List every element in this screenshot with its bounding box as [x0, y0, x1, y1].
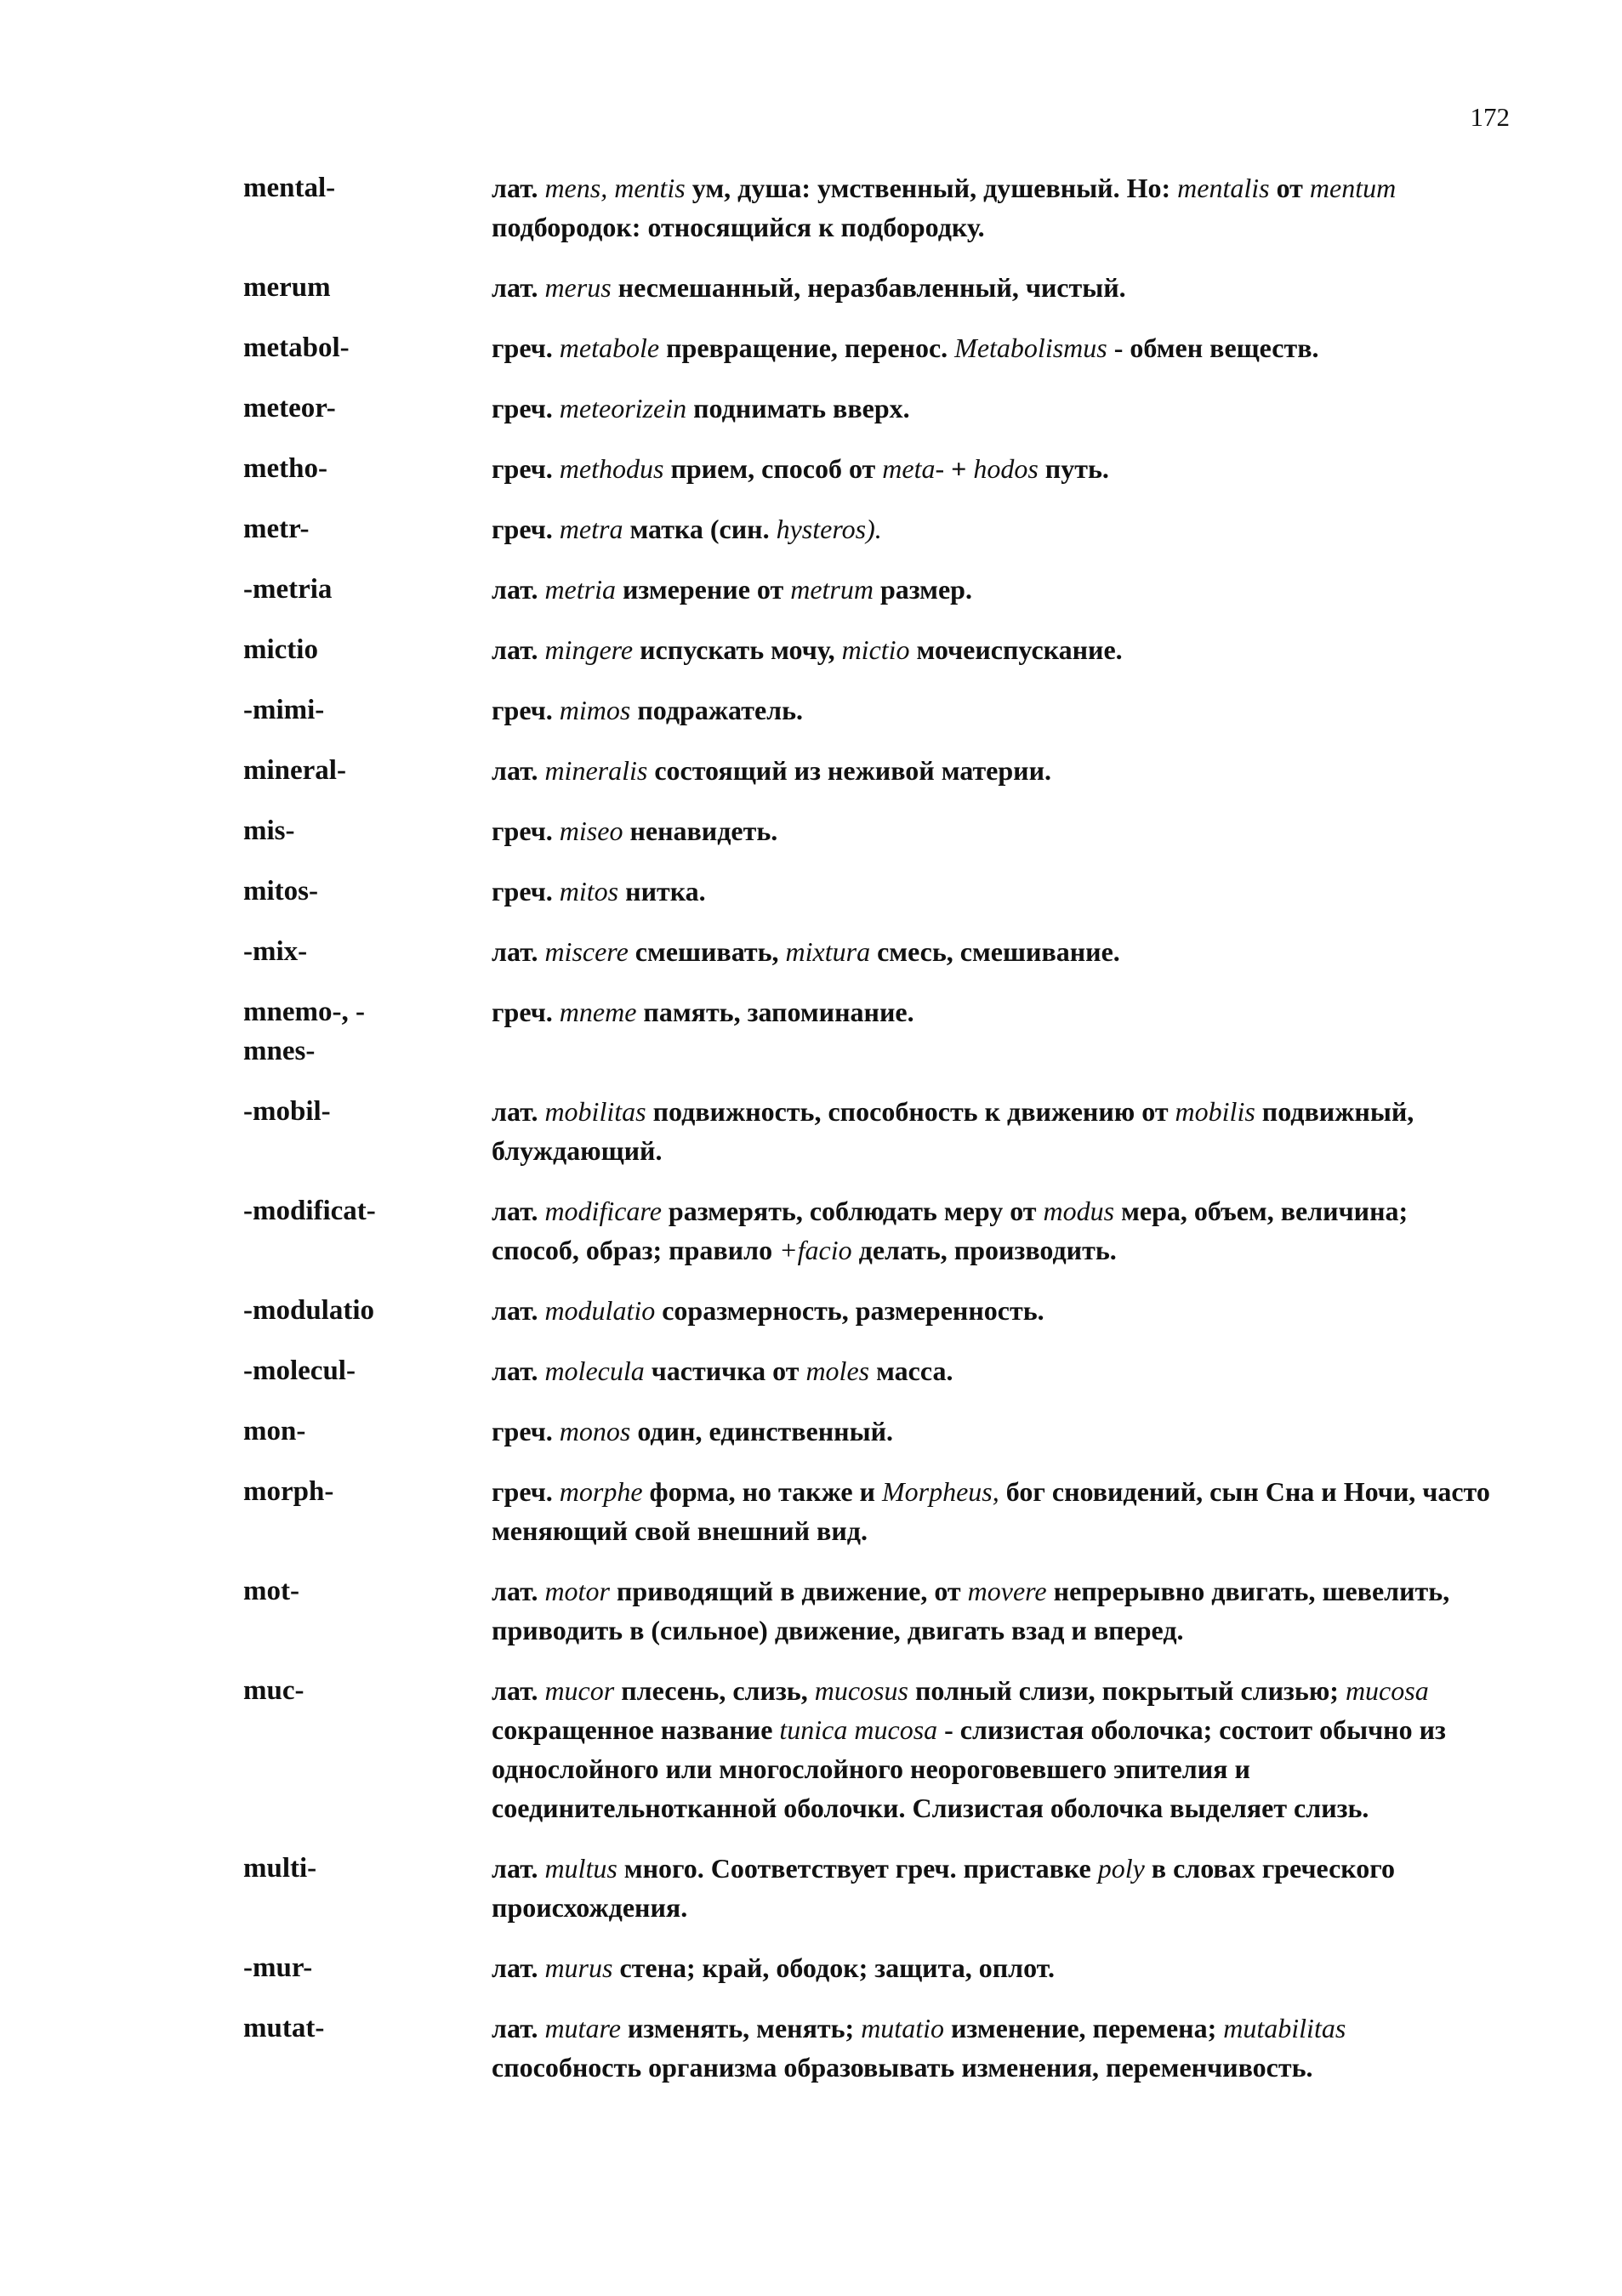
entry-term-line: mutat-	[243, 2013, 325, 2043]
definition-etymon: +facio	[779, 1235, 852, 1265]
entry-definition	[492, 1472, 1494, 1550]
definition-text: подвижность, способность к движению от	[646, 1096, 1175, 1127]
dictionary-entry	[243, 811, 1494, 850]
definition-etymon: hysteros).	[776, 514, 882, 544]
definition-text: прием, способ от	[663, 453, 883, 484]
definition-etymon: mentum	[1309, 173, 1397, 203]
definition-etymon: metrum	[790, 574, 874, 605]
entry-term-line: mot-	[243, 1576, 299, 1606]
entry-term-line: mitos-	[243, 876, 318, 906]
entry-definition	[492, 168, 1494, 247]
definition-etymon: mucor	[544, 1675, 615, 1706]
definition-etymon: mitos	[559, 876, 619, 906]
entry-definition	[492, 872, 1494, 911]
entry-term	[243, 1571, 492, 1611]
definition-etymon: merus	[544, 272, 612, 303]
dictionary-entry	[243, 932, 1494, 971]
dictionary-entry	[243, 268, 1494, 307]
definition-text: смесь, смешивание.	[870, 936, 1120, 967]
definition-text: лат.	[492, 1096, 545, 1127]
entry-term	[243, 168, 492, 207]
definition-text: лат.	[492, 272, 545, 303]
dictionary-entry	[243, 1948, 1494, 1987]
definition-text: сокращенное название	[492, 1714, 780, 1745]
definition-text: лат.	[492, 173, 545, 203]
entry-term	[243, 932, 492, 971]
definition-text: путь.	[1038, 453, 1109, 484]
definition-etymon: tunica mucosa	[779, 1714, 938, 1745]
definition-etymon: metria	[544, 574, 616, 605]
definition-text: бог сновидений, сын Сна и Ночи, часто меняющий свой внешний вид.	[492, 1476, 1490, 1546]
entry-term	[243, 1671, 492, 1710]
definition-text: лат.	[492, 574, 545, 605]
entry-definition	[492, 691, 1494, 730]
definition-text: лат.	[492, 1853, 545, 1884]
entry-term-line: multi-	[243, 1853, 317, 1884]
definition-text: - обмен веществ.	[1107, 332, 1319, 363]
definition-text: греч.	[492, 393, 560, 423]
entry-definition	[492, 811, 1494, 850]
dictionary-entry	[243, 1351, 1494, 1390]
entry-term	[243, 449, 492, 488]
definition-text: от	[1269, 173, 1310, 203]
definition-text: стена; край, ободок; защита, оплот.	[612, 1952, 1055, 1983]
definition-text: изменение, перемена;	[943, 2013, 1224, 2043]
dictionary-entry	[243, 1191, 1494, 1270]
dictionary-entry	[243, 168, 1494, 247]
definition-text: мочеиспускание.	[909, 634, 1123, 665]
definition-text: один, единственный.	[630, 1416, 894, 1446]
definition-text: лат.	[492, 634, 545, 665]
definition-etymon: motor	[544, 1576, 610, 1606]
definition-text: греч.	[492, 997, 560, 1027]
entry-term-line: merum	[243, 272, 331, 303]
definition-text: размерять, соблюдать меру от	[661, 1196, 1044, 1226]
entry-term-line: -mix-	[243, 936, 308, 967]
entry-term	[243, 1849, 492, 1888]
definition-text: лат.	[492, 755, 545, 786]
dictionary-entry	[243, 1671, 1494, 1827]
entry-term	[243, 1092, 492, 1131]
page-number: 172	[1470, 102, 1510, 132]
entry-term-line: -metria	[243, 574, 333, 605]
definition-text: частичка от	[644, 1355, 806, 1386]
entry-definition	[492, 1412, 1494, 1451]
entry-term	[243, 268, 492, 307]
entry-term-line: mon-	[243, 1416, 306, 1446]
entry-term-line: metho-	[243, 453, 327, 484]
definition-text: греч.	[492, 1476, 560, 1507]
definition-etymon: mutare	[544, 2013, 621, 2043]
definition-text: греч.	[492, 1416, 560, 1446]
definition-text: смешивать,	[628, 936, 786, 967]
entry-term	[243, 1351, 492, 1390]
definition-text: измерение от	[615, 574, 791, 605]
definition-text: +	[944, 453, 974, 484]
entry-definition	[492, 932, 1494, 971]
definition-text: лат.	[492, 1196, 545, 1226]
entry-term-line: -mur-	[243, 1952, 313, 1983]
definition-etymon: miscere	[544, 936, 629, 967]
definition-text: греч.	[492, 816, 560, 846]
definition-text: несмешанный, неразбавленный, чистый.	[611, 272, 1126, 303]
definition-text: память, запоминание.	[636, 997, 914, 1027]
dictionary-entry	[243, 1291, 1494, 1330]
entry-term-line: mnes-	[243, 1036, 316, 1066]
entry-term-line: -mimi-	[243, 695, 325, 725]
definition-text: много. Соответствует греч. приставке	[617, 1853, 1098, 1884]
entry-definition	[492, 268, 1494, 307]
definition-etymon: mentalis	[1177, 173, 1270, 203]
definition-text: состоящий из неживой материи.	[647, 755, 1052, 786]
definition-etymon: mingere	[544, 634, 634, 665]
definition-etymon: mixtura	[785, 936, 871, 967]
definition-etymon: mucosus	[814, 1675, 908, 1706]
entry-term-line: morph-	[243, 1476, 334, 1507]
definition-text: греч.	[492, 332, 560, 363]
definition-etymon: moles	[805, 1355, 870, 1386]
definition-etymon: murus	[544, 1952, 613, 1983]
definition-text: лат.	[492, 1952, 545, 1983]
dictionary-entry	[243, 751, 1494, 790]
definition-text: подражатель.	[630, 695, 804, 725]
entry-definition	[492, 570, 1494, 609]
entry-term-line: -molecul-	[243, 1355, 356, 1386]
entry-term-line: metr-	[243, 514, 310, 544]
definition-etymon: meta-	[882, 453, 945, 484]
dictionary-entry	[243, 570, 1494, 609]
entry-definition	[492, 389, 1494, 428]
dictionary-entry	[243, 691, 1494, 730]
definition-etymon: mutabilitas	[1223, 2013, 1346, 2043]
dictionary-entry	[243, 2009, 1494, 2087]
definition-text: ненавидеть.	[623, 816, 778, 846]
definition-text: матка (син.	[623, 514, 777, 544]
entry-definition	[492, 1092, 1494, 1170]
entry-definition	[492, 992, 1494, 1031]
definition-text: греч.	[492, 453, 560, 484]
definition-text: мера, объем, величина; способ, образ; правило	[492, 1196, 1409, 1265]
definition-etymon: morphe	[559, 1476, 643, 1507]
entry-definition	[492, 328, 1494, 367]
entry-definition	[492, 630, 1494, 669]
entry-definition	[492, 1948, 1494, 1987]
definition-etymon: Metabolismus	[954, 332, 1107, 363]
entry-term-line: mnemo-, -	[243, 997, 365, 1027]
definition-etymon: mens, mentis	[544, 173, 686, 203]
entry-term-line: meteor-	[243, 393, 336, 423]
definition-etymon: mobilitas	[544, 1096, 646, 1127]
definition-text: лат.	[492, 1295, 545, 1326]
entry-term-line: -modulatio	[243, 1295, 375, 1326]
definition-text: форма, но также и	[642, 1476, 882, 1507]
definition-etymon: methodus	[559, 453, 664, 484]
entry-term-line: mineral-	[243, 755, 346, 786]
entry-definition	[492, 1291, 1494, 1330]
definition-text: делать, производить.	[851, 1235, 1117, 1265]
entry-term	[243, 1472, 492, 1511]
definition-text: - слизистая оболочка; состоит обычно из однослойного или многослойного неороговевшего эпителия и соединительнотканной оболочки. Слизистая оболочка выделяет слизь.	[492, 1714, 1446, 1823]
definition-text: плесень, слизь,	[614, 1675, 815, 1706]
definition-text: греч.	[492, 514, 560, 544]
definition-text: масса.	[869, 1355, 953, 1386]
definition-etymon: metabole	[559, 332, 660, 363]
entry-term-line: mis-	[243, 816, 295, 846]
entry-term-line: metabol-	[243, 332, 350, 363]
definition-text: приводящий в движение, от	[609, 1576, 968, 1606]
entry-definition	[492, 1849, 1494, 1927]
entry-term	[243, 1191, 492, 1230]
entry-term-line: mictio	[243, 634, 318, 665]
dictionary-entry	[243, 1092, 1494, 1170]
dictionary-entry	[243, 1412, 1494, 1451]
entry-term	[243, 2009, 492, 2048]
entry-definition	[492, 1571, 1494, 1650]
definition-text: изменять, менять;	[620, 2013, 862, 2043]
definition-etymon: mucosa	[1345, 1675, 1429, 1706]
entry-term-line: muc-	[243, 1675, 304, 1706]
dictionary-entry	[243, 1472, 1494, 1550]
definition-etymon: mineralis	[544, 755, 648, 786]
dictionary-entry	[243, 449, 1494, 488]
definition-etymon: mimos	[559, 695, 631, 725]
definition-text: лат.	[492, 1675, 545, 1706]
definition-text: испускать мочу,	[633, 634, 842, 665]
dictionary-entry	[243, 1849, 1494, 1927]
definition-text: поднимать вверх.	[686, 393, 910, 423]
dictionary-entry	[243, 328, 1494, 367]
dictionary-entries	[243, 168, 1494, 2108]
definition-etymon: multus	[544, 1853, 617, 1884]
definition-text: в словах греческого происхождения.	[492, 1853, 1396, 1923]
dictionary-entry	[243, 1571, 1494, 1650]
definition-etymon: mutatio	[861, 2013, 944, 2043]
entry-term	[243, 691, 492, 730]
entry-definition	[492, 1671, 1494, 1827]
definition-text: лат.	[492, 2013, 545, 2043]
entry-term	[243, 1291, 492, 1330]
definition-text: непрерывно двигать, шевелить, приводить в (сильное) движение, двигать взад и вперед.	[492, 1576, 1450, 1645]
entry-definition	[492, 509, 1494, 548]
definition-text: греч.	[492, 695, 560, 725]
definition-etymon: mneme	[559, 997, 637, 1027]
definition-text: полный слизи, покрытый слизью;	[908, 1675, 1346, 1706]
dictionary-entry	[243, 992, 1494, 1071]
definition-etymon: movere	[967, 1576, 1047, 1606]
definition-text: подвижный, блуждающий.	[492, 1096, 1414, 1166]
dictionary-entry	[243, 630, 1494, 669]
definition-etymon: meteorizein	[559, 393, 687, 423]
entry-term	[243, 389, 492, 428]
definition-etymon: hodos	[973, 453, 1039, 484]
definition-text: соразмерность, размеренность.	[655, 1295, 1044, 1326]
definition-etymon: modus	[1043, 1196, 1115, 1226]
definition-etymon: poly	[1097, 1853, 1145, 1884]
entry-definition	[492, 1351, 1494, 1390]
definition-text: размер.	[873, 574, 972, 605]
entry-term	[243, 1412, 492, 1451]
definition-text: лат.	[492, 1355, 545, 1386]
definition-text: лат.	[492, 1576, 545, 1606]
definition-text: превращение, перенос.	[659, 332, 955, 363]
definition-text: подбородок: относящийся к подбородку.	[492, 212, 985, 242]
entry-term	[243, 509, 492, 548]
definition-etymon: molecula	[544, 1355, 645, 1386]
entry-term	[243, 1948, 492, 1987]
definition-etymon: Morpheus,	[881, 1476, 999, 1507]
definition-text: лат.	[492, 936, 545, 967]
entry-term	[243, 992, 492, 1071]
entry-definition	[492, 1191, 1494, 1270]
definition-text: ум, душа: умственный, душевный. Но:	[685, 173, 1178, 203]
definition-text: греч.	[492, 876, 560, 906]
entry-term	[243, 872, 492, 911]
definition-etymon: miseo	[559, 816, 623, 846]
entry-term-line: mental-	[243, 173, 336, 203]
dictionary-entry	[243, 872, 1494, 911]
entry-definition	[492, 751, 1494, 790]
entry-term	[243, 811, 492, 850]
entry-term	[243, 328, 492, 367]
definition-etymon: mictio	[841, 634, 910, 665]
definition-etymon: monos	[559, 1416, 631, 1446]
entry-term	[243, 570, 492, 609]
definition-etymon: modificare	[544, 1196, 662, 1226]
dictionary-entry	[243, 509, 1494, 548]
definition-text: нитка.	[618, 876, 706, 906]
entry-definition	[492, 2009, 1494, 2087]
entry-term-line: -mobil-	[243, 1096, 331, 1127]
entry-term	[243, 630, 492, 669]
definition-etymon: mobilis	[1175, 1096, 1255, 1127]
dictionary-entry	[243, 389, 1494, 428]
definition-etymon: metra	[559, 514, 623, 544]
entry-term	[243, 751, 492, 790]
entry-term-line: -modificat-	[243, 1196, 376, 1226]
definition-text: способность организма образовывать изменения, переменчивость.	[492, 2052, 1313, 2083]
entry-definition	[492, 449, 1494, 488]
definition-etymon: modulatio	[544, 1295, 656, 1326]
